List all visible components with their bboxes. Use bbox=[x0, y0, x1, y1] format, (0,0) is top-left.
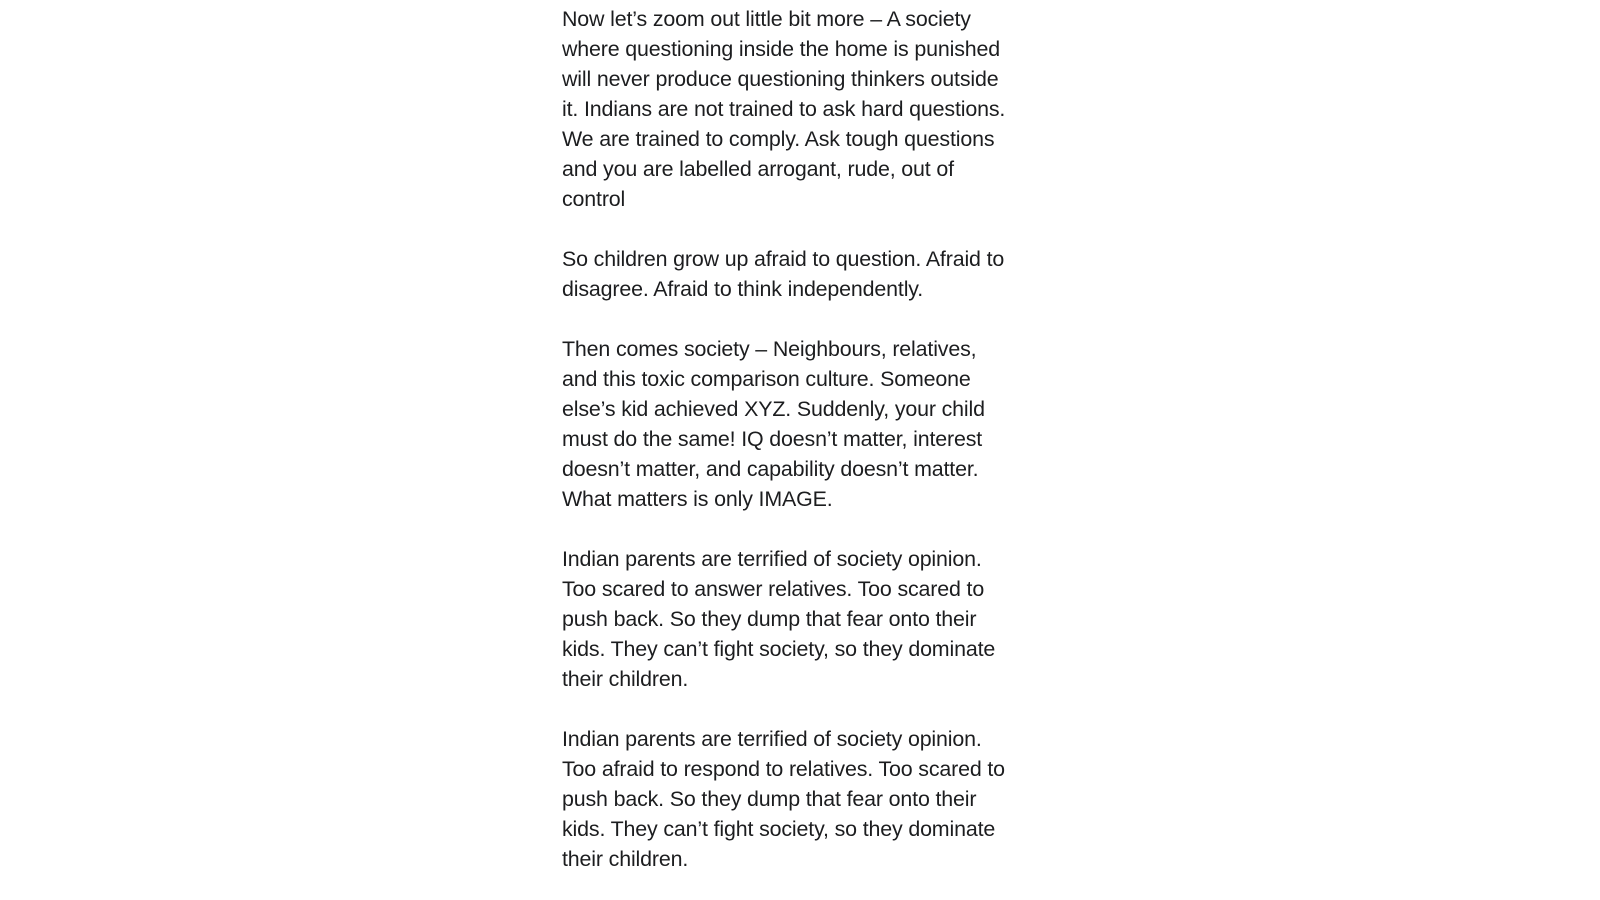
paragraph-2: So children grow up afraid to question. Afraid to disagree. Afraid to think independently. bbox=[562, 247, 1005, 301]
article-text-column bbox=[562, 0, 1014, 874]
paragraph-5: Indian parents are terrified of society opinion. Too afraid to respond to relatives. Too scared to push back. So they dump that fear onto their kids. They can’t fight society, so they dominate their children. bbox=[562, 727, 1005, 871]
paragraph-4: Indian parents are terrified of society opinion. Too scared to answer relatives. Too scared to push back. So they dump that fear onto their kids. They can’t fight society, so they dominate their children. bbox=[562, 547, 996, 691]
paragraph-1: Now let’s zoom out little bit more – A society where questioning inside the home is punished will never produce questioning thinkers outside it. Indians are not trained to ask hard questions. We are trained to comply. Ask tough questions and you are labelled arrogant, rude, out of control bbox=[562, 7, 1006, 211]
paragraph-3: Then comes society – Neighbours, relatives, and this toxic comparison culture. Someone else’s kid achieved XYZ. Suddenly, your child must do the same! IQ doesn’t matter, interest doesn’t matter, and capability doesn’t matter. What matters is only IMAGE. bbox=[562, 337, 985, 511]
